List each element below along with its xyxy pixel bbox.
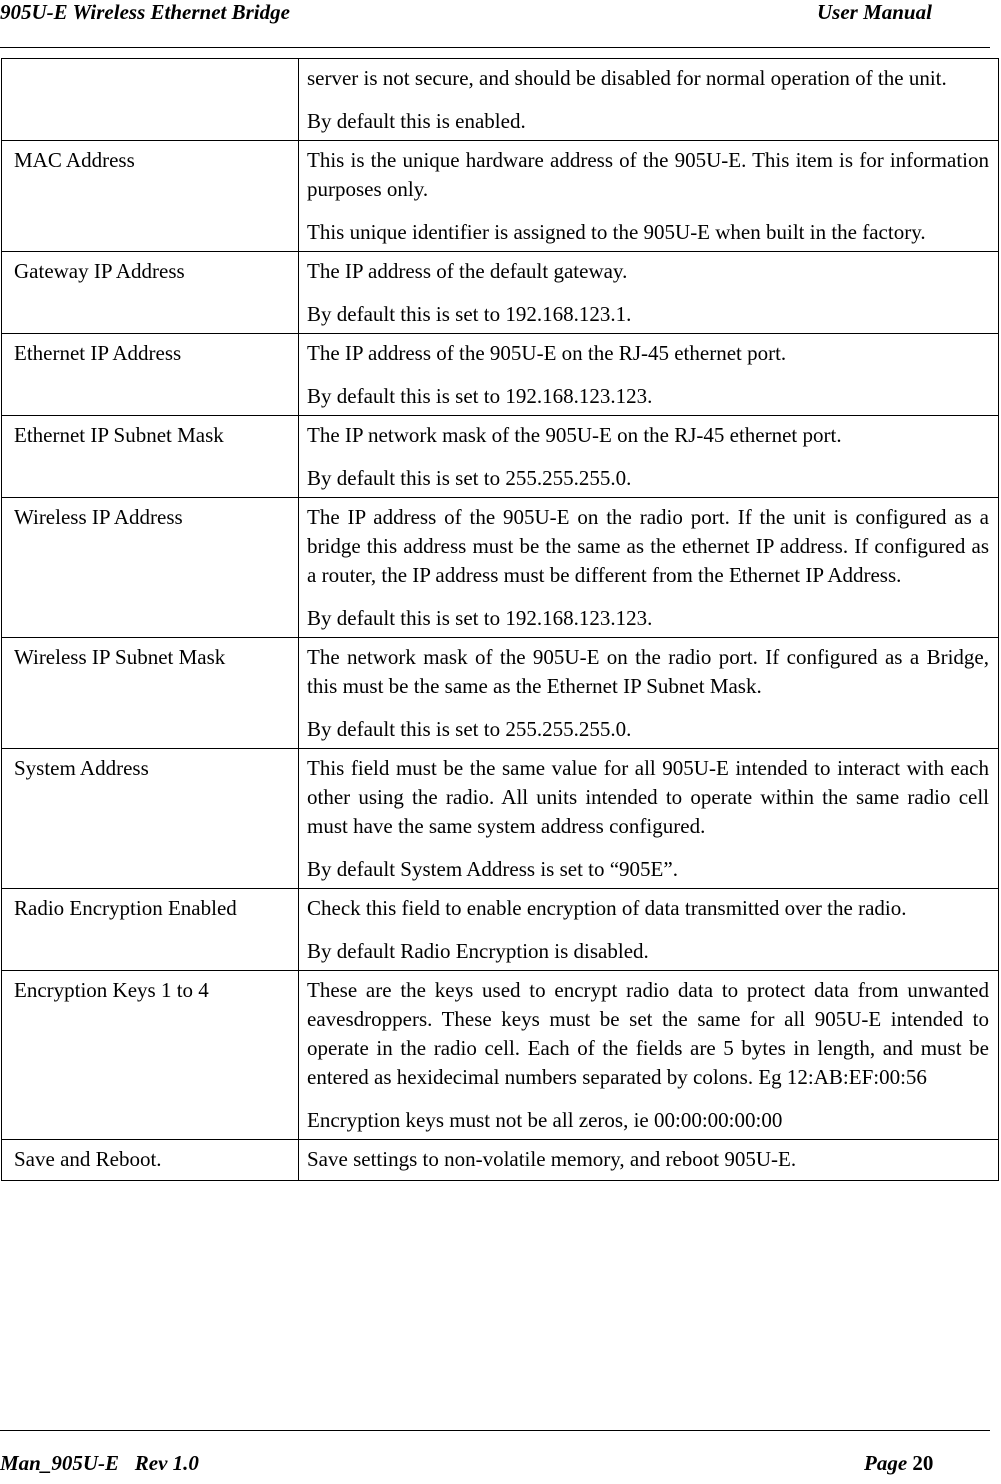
description-paragraph: The network mask of the 905U-E on the radio port. If configured as a Bridge, this must be the same as the Ethernet IP Subnet Mask.: [307, 645, 989, 698]
description-paragraph: This unique identifier is assigned to the 905U-E when built in the factory.: [307, 220, 926, 244]
row-term: Ethernet IP Address: [2, 334, 299, 416]
description-paragraph: By default this is set to 192.168.123.123.: [307, 384, 653, 408]
footer-page: [864, 1451, 933, 1476]
table-row: [2, 971, 999, 1140]
table-row: [2, 416, 999, 498]
description-paragraph: This is the unique hardware address of the 905U-E. This item is for information purposes only.: [307, 148, 989, 201]
table-row: [2, 638, 999, 749]
description-paragraph: server is not secure, and should be disabled for normal operation of the unit.: [307, 66, 947, 90]
row-description: [299, 416, 999, 498]
description-paragraph: The IP address of the default gateway.: [307, 259, 628, 283]
footer-doc-name: Man_905U-E: [0, 1451, 120, 1475]
description-paragraph: The IP address of the 905U-E on the radio port. If the unit is configured as a bridge this address must be the same as the ethernet IP address. If configured as a router, the IP address must be different from the Ethernet IP Address.: [307, 505, 989, 587]
row-description: [299, 252, 999, 334]
description-paragraph: By default System Address is set to “905E”.: [307, 857, 678, 881]
table-row: [2, 252, 999, 334]
row-term: System Address: [2, 749, 299, 889]
row-term: Radio Encryption Enabled: [2, 889, 299, 971]
row-description: [299, 141, 999, 252]
table-row: [2, 334, 999, 416]
table-row: [2, 141, 999, 252]
header-doc-type: User Manual: [817, 0, 932, 24]
row-description: [299, 889, 999, 971]
row-term: Encryption Keys 1 to 4: [2, 971, 299, 1140]
row-term: MAC Address: [2, 141, 299, 252]
row-term: Wireless IP Subnet Mask: [2, 638, 299, 749]
footer-page-number: 20: [912, 1451, 934, 1475]
header-divider: [0, 47, 990, 48]
description-paragraph: Check this field to enable encryption of data transmitted over the radio.: [307, 896, 907, 920]
description-paragraph: Save settings to non-volatile memory, and reboot 905U-E.: [307, 1147, 797, 1171]
row-description: [299, 59, 999, 141]
description-paragraph: By default this is set to 255.255.255.0.: [307, 466, 632, 490]
footer-doc-id: [0, 1451, 199, 1476]
description-paragraph: By default this is set to 255.255.255.0.: [307, 717, 632, 741]
table-row: [2, 1140, 999, 1181]
header-title: 905U-E Wireless Ethernet Bridge: [0, 0, 290, 24]
row-description: [299, 638, 999, 749]
description-paragraph: These are the keys used to encrypt radio data to protect data from unwanted eavesdroppers. These keys must be set the same for all 905U-E intended to operate in the radio cell. Each of the fields are 5 bytes in length, and must be entered as hexidecimal numbers separated by colons. Eg 12:AB:EF:00:56: [307, 978, 989, 1089]
table-row: [2, 889, 999, 971]
description-paragraph: The IP address of the 905U-E on the RJ-45 ethernet port.: [307, 341, 787, 365]
row-description: [299, 1140, 999, 1181]
row-description: [299, 749, 999, 889]
description-paragraph: By default this is enabled.: [307, 109, 526, 133]
description-paragraph: The IP network mask of the 905U-E on the RJ-45 ethernet port.: [307, 423, 842, 447]
table-row: [2, 749, 999, 889]
row-description: [299, 498, 999, 638]
row-term: Save and Reboot.: [2, 1140, 299, 1181]
row-description: [299, 971, 999, 1140]
description-paragraph: By default Radio Encryption is disabled.: [307, 939, 649, 963]
parameter-table: [1, 58, 999, 1181]
table-row: [2, 59, 999, 141]
description-paragraph: By default this is set to 192.168.123.123.: [307, 606, 653, 630]
description-paragraph: This field must be the same value for all 905U-E intended to interact with each other using the radio. All units intended to operate within the same radio cell must have the same system address configured.: [307, 756, 989, 838]
row-description: [299, 334, 999, 416]
footer-page-label: Page: [864, 1451, 908, 1475]
row-term: Ethernet IP Subnet Mask: [2, 416, 299, 498]
table-row: [2, 498, 999, 638]
row-term: Gateway IP Address: [2, 252, 299, 334]
row-term: Wireless IP Address: [2, 498, 299, 638]
description-paragraph: By default this is set to 192.168.123.1.: [307, 302, 632, 326]
parameter-table-body: [2, 59, 999, 1181]
description-paragraph: Encryption keys must not be all zeros, ie 00:00:00:00:00: [307, 1108, 783, 1132]
footer-divider: [0, 1430, 990, 1431]
page-header: [0, 0, 990, 34]
row-term: [2, 59, 299, 141]
footer-revision: Rev 1.0: [134, 1451, 199, 1475]
